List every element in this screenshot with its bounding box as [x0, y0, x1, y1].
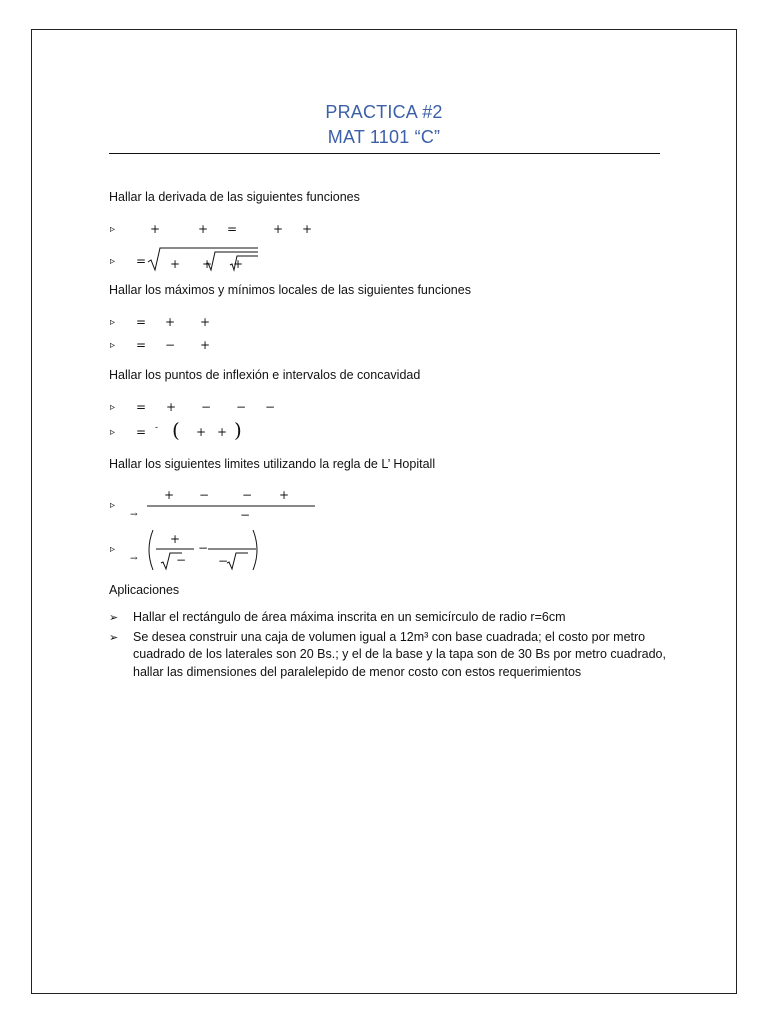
- operator-plus: +: [166, 400, 177, 414]
- operator-plus: +: [170, 532, 181, 546]
- arrow-bullet-icon: ➢: [109, 611, 119, 624]
- left-big-paren: [144, 528, 156, 572]
- operator-minus: −: [242, 488, 253, 502]
- equation-inflexion-2: [110, 418, 430, 448]
- heading-maximos: Hallar los máximos y mínimos locales de las siguientes funciones: [109, 283, 471, 297]
- triangle-bullet-icon: ▹: [110, 402, 116, 413]
- heading-aplicaciones: Aplicaciones: [109, 583, 180, 597]
- triangle-bullet-icon: ▹: [110, 500, 116, 511]
- limit-arrow: →: [130, 554, 138, 564]
- radical-sign: [226, 552, 250, 570]
- fraction-bar: [147, 505, 317, 507]
- operator-plus: +: [150, 222, 161, 236]
- operator-plus: +: [200, 315, 211, 329]
- right-paren: ): [234, 418, 242, 442]
- equation-limite-1: [110, 488, 430, 522]
- triangle-bullet-icon: ▹: [110, 427, 116, 438]
- triangle-bullet-icon: ▹: [110, 317, 116, 328]
- equation-derivada-2: [110, 248, 430, 274]
- operator-equals: =: [136, 315, 147, 329]
- operator-minus: −: [165, 338, 176, 352]
- list-item-text: Se desea construir una caja de volumen igual a 12m³ con base cuadrada; el costo por metro cuadrado de los laterales son 20 Bs.; y el de la base y la tapa son de 30 Bs por metro cuadrado, hallar las dimensiones del paralelepido de menor costo con estos requerimientos: [133, 629, 666, 679]
- triangle-bullet-icon: ▹: [110, 544, 116, 555]
- operator-equals: =: [136, 400, 147, 414]
- fraction-bar: [156, 548, 196, 550]
- triangle-bullet-icon: ▹: [110, 224, 116, 235]
- operator-plus: +: [196, 425, 207, 439]
- list-item: [109, 609, 669, 627]
- title-divider: [109, 153, 660, 154]
- operator-equals: =: [227, 222, 238, 236]
- operator-plus: +: [302, 222, 313, 236]
- equation-limite-2: [110, 528, 430, 568]
- heading-derivadas: Hallar la derivada de las siguientes funciones: [109, 190, 360, 204]
- operator-minus: −: [265, 400, 276, 414]
- operator-equals: =: [136, 425, 147, 439]
- operator-plus: +: [202, 257, 213, 271]
- operator-minus: −: [198, 541, 209, 555]
- operator-plus: +: [170, 257, 181, 271]
- operator-plus: +: [233, 257, 244, 271]
- operator-plus: +: [273, 222, 284, 236]
- operator-plus: +: [198, 222, 209, 236]
- operator-plus: +: [200, 338, 211, 352]
- heading-inflexion: Hallar los puntos de inflexión e intervalos de concavidad: [109, 368, 421, 382]
- triangle-bullet-icon: ▹: [110, 256, 116, 267]
- operator-minus: −: [176, 553, 187, 567]
- exponent-minus: -: [155, 423, 159, 433]
- operator-minus: −: [199, 488, 210, 502]
- limit-arrow: →: [130, 510, 138, 520]
- arrow-bullet-icon: ➢: [109, 630, 119, 644]
- operator-plus: +: [164, 488, 175, 502]
- operator-plus: +: [279, 488, 290, 502]
- operator-plus: +: [165, 315, 176, 329]
- operator-equals: =: [136, 254, 147, 268]
- operator-plus: +: [217, 425, 228, 439]
- operator-minus: −: [201, 400, 212, 414]
- equation-maximos-2: [110, 338, 430, 364]
- list-item: [109, 629, 669, 682]
- document-title: PRACTICA #2: [325, 102, 443, 122]
- left-paren: (: [172, 418, 180, 442]
- operator-minus: −: [218, 554, 229, 568]
- aplicaciones-list: [109, 609, 669, 683]
- operator-minus: −: [236, 400, 247, 414]
- operator-minus: −: [240, 508, 251, 522]
- triangle-bullet-icon: ▹: [110, 340, 116, 351]
- list-item-text: Hallar el rectángulo de área máxima inscrita en un semicírculo de radio r=6cm: [133, 610, 566, 624]
- right-big-paren: [250, 528, 262, 572]
- operator-equals: =: [136, 338, 147, 352]
- document-subtitle: MAT 1101 “C”: [327, 127, 441, 147]
- heading-limites: Hallar los siguientes limites utilizando la regla de L’ Hopitall: [109, 457, 436, 471]
